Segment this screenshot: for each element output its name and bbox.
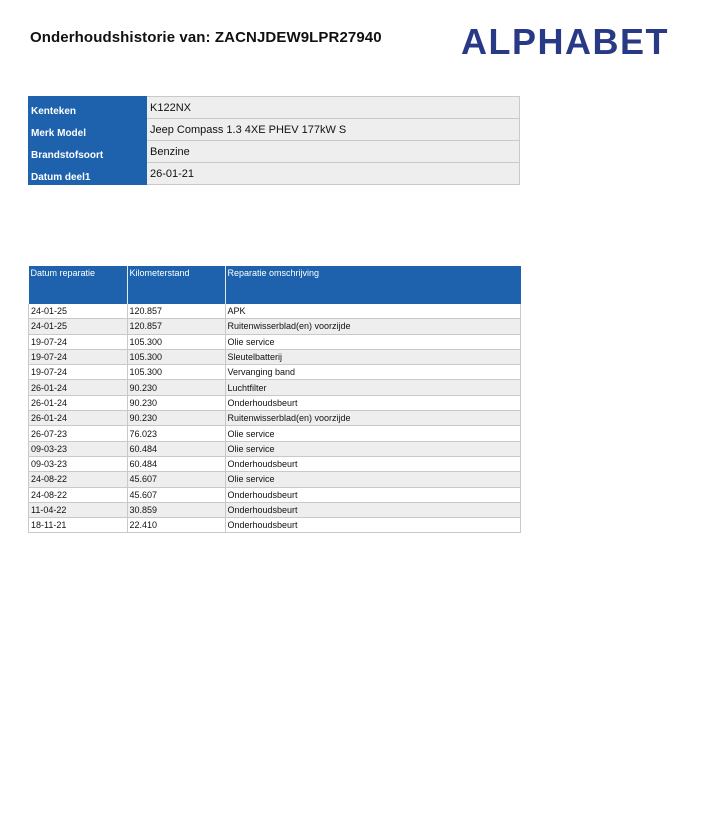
- vehicle-label: Kenteken: [29, 97, 147, 119]
- cell-date: 11-04-22: [29, 502, 128, 517]
- cell-km: 60.484: [127, 456, 225, 471]
- vehicle-value: K122NX: [147, 97, 520, 119]
- vehicle-row-kenteken: [29, 97, 520, 119]
- cell-description: Olie service: [225, 334, 521, 349]
- vehicle-row-merk-model: [29, 119, 520, 141]
- cell-description: Ruitenwisserblad(en) voorzijde: [225, 319, 521, 334]
- cell-description: Onderhoudsbeurt: [225, 487, 521, 502]
- vehicle-value: Jeep Compass 1.3 4XE PHEV 177kW S: [147, 119, 520, 141]
- vehicle-row-brandstofsoort: [29, 141, 520, 163]
- vehicle-row-datum-deel1: [29, 163, 520, 185]
- cell-description: Ruitenwisserblad(en) voorzijde: [225, 411, 521, 426]
- table-row: [29, 304, 521, 319]
- column-header-kilometerstand: Kilometerstand: [127, 266, 225, 304]
- cell-date: 09-03-23: [29, 456, 128, 471]
- cell-km: 45.607: [127, 487, 225, 502]
- table-row: [29, 518, 521, 533]
- cell-km: 22.410: [127, 518, 225, 533]
- cell-description: Onderhoudsbeurt: [225, 456, 521, 471]
- cell-date: 09-03-23: [29, 441, 128, 456]
- alphabet-logo: ALPHABET: [461, 21, 669, 62]
- cell-date: 26-01-24: [29, 380, 128, 395]
- vehicle-value: 26-01-21: [147, 163, 520, 185]
- cell-date: 24-01-25: [29, 319, 128, 334]
- cell-date: 19-07-24: [29, 365, 128, 380]
- vehicle-value: Benzine: [147, 141, 520, 163]
- cell-description: Olie service: [225, 472, 521, 487]
- page-title: Onderhoudshistorie van: ZACNJDEW9LPR27940: [30, 29, 382, 46]
- table-header-row: [29, 266, 521, 304]
- cell-km: 60.484: [127, 441, 225, 456]
- table-row: [29, 426, 521, 441]
- maintenance-history-table: [28, 266, 521, 533]
- cell-km: 30.859: [127, 502, 225, 517]
- column-header-datum: Datum reparatie: [29, 266, 128, 304]
- cell-date: 19-07-24: [29, 334, 128, 349]
- cell-description: Olie service: [225, 441, 521, 456]
- cell-km: 76.023: [127, 426, 225, 441]
- cell-km: 90.230: [127, 395, 225, 410]
- cell-date: 26-01-24: [29, 395, 128, 410]
- table-row: [29, 411, 521, 426]
- table-row: [29, 365, 521, 380]
- vehicle-label: Merk Model: [29, 119, 147, 141]
- cell-description: Olie service: [225, 426, 521, 441]
- cell-km: 105.300: [127, 365, 225, 380]
- cell-description: Onderhoudsbeurt: [225, 518, 521, 533]
- cell-description: Onderhoudsbeurt: [225, 395, 521, 410]
- cell-date: 24-08-22: [29, 472, 128, 487]
- table-row: [29, 349, 521, 364]
- table-row: [29, 502, 521, 517]
- cell-date: 18-11-21: [29, 518, 128, 533]
- table-row: [29, 487, 521, 502]
- table-row: [29, 456, 521, 471]
- vehicle-info-table: [28, 96, 520, 185]
- cell-km: 105.300: [127, 334, 225, 349]
- cell-km: 105.300: [127, 349, 225, 364]
- table-row: [29, 334, 521, 349]
- table-row: [29, 441, 521, 456]
- cell-description: Luchtfilter: [225, 380, 521, 395]
- vehicle-label: Datum deel1: [29, 163, 147, 185]
- cell-description: Onderhoudsbeurt: [225, 502, 521, 517]
- vehicle-label: Brandstofsoort: [29, 141, 147, 163]
- cell-km: 120.857: [127, 319, 225, 334]
- cell-description: APK: [225, 304, 521, 319]
- table-row: [29, 380, 521, 395]
- table-row: [29, 395, 521, 410]
- cell-date: 19-07-24: [29, 349, 128, 364]
- column-header-omschrijving: Reparatie omschrijving: [225, 266, 521, 304]
- cell-km: 45.607: [127, 472, 225, 487]
- cell-date: 26-07-23: [29, 426, 128, 441]
- cell-km: 90.230: [127, 380, 225, 395]
- cell-km: 120.857: [127, 304, 225, 319]
- cell-description: Vervanging band: [225, 365, 521, 380]
- cell-date: 24-08-22: [29, 487, 128, 502]
- table-row: [29, 319, 521, 334]
- table-row: [29, 472, 521, 487]
- cell-description: Sleutelbatterij: [225, 349, 521, 364]
- cell-date: 26-01-24: [29, 411, 128, 426]
- cell-km: 90.230: [127, 411, 225, 426]
- cell-date: 24-01-25: [29, 304, 128, 319]
